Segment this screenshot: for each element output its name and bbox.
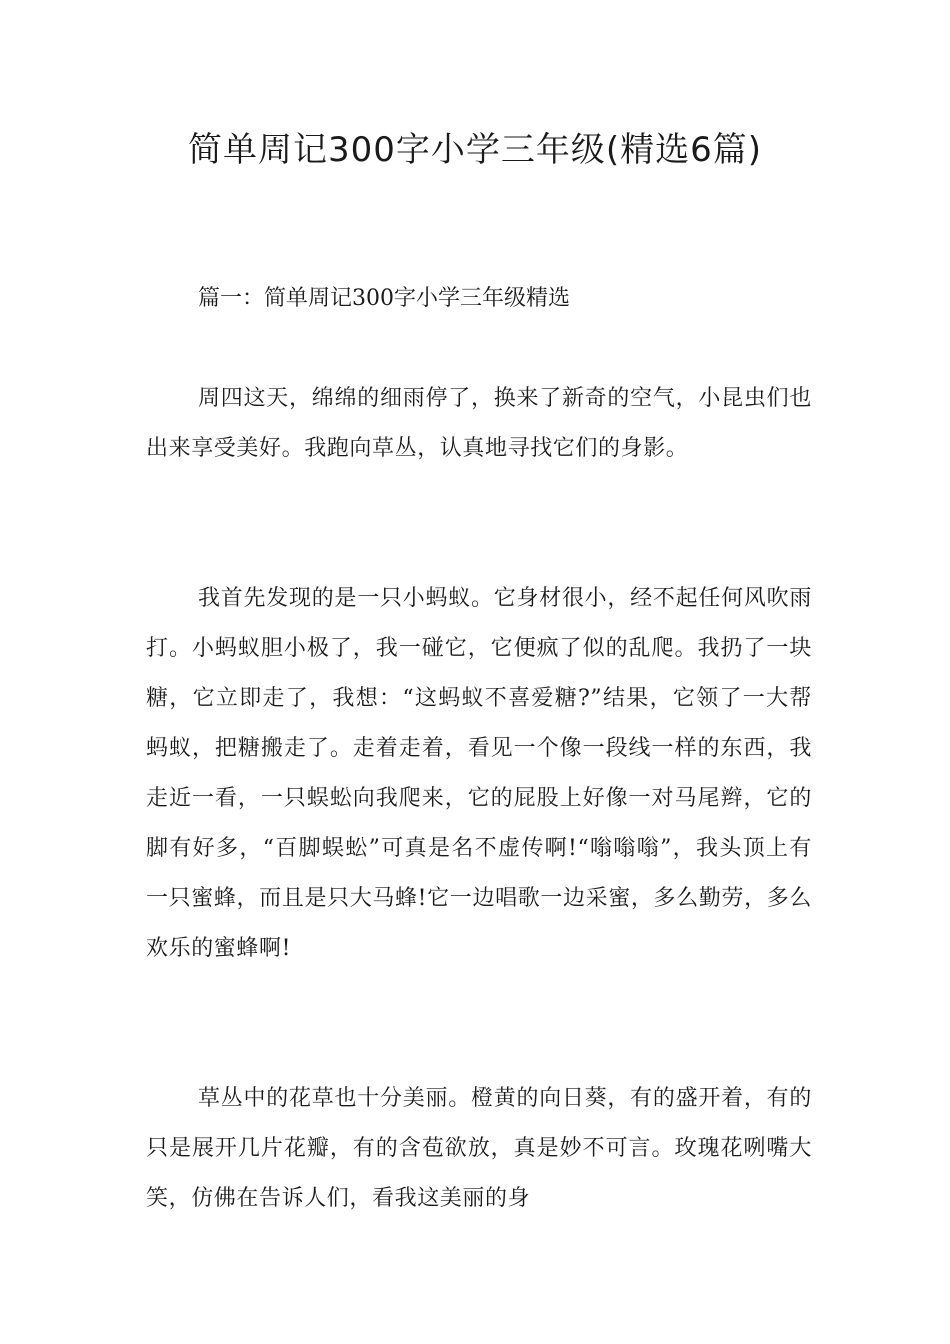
paragraph: 周四这天，绵绵的细雨停了，换来了新奇的空气，小昆虫们也出来享受美好。我跑向草丛，认真地寻找它们的身影。	[146, 386, 812, 461]
document-title: 简单周记300字小学三年级(精选6篇)	[187, 130, 763, 170]
paragraph: 我首先发现的是一只小蚂蚁。它身材很小，经不起任何风吹雨打。小蚂蚁胆小极了，我一碰它，它便疯了似的乱爬。我扔了一块糖，它立即走了，我想：“这蚂蚁不喜爱糖?”结果，它领了一大帮蚂蚁，把糖搬走了。走着走着，看见一个像一段线一样的东西，我走近一看，一只蜈蚣向我爬来，它的屁股上好像一对马尾辫，它的脚有好多，“百脚蜈蚣”可真是名不虚传啊!“嗡嗡嗡”，我头顶上有一只蜜蜂，而且是只大马蜂!它一边唱歌一边采蜜，多么勤劳，多么欢乐的蜜蜂啊!	[146, 586, 812, 961]
section-heading: 篇一：简单周记300字小学三年级精选	[198, 286, 570, 311]
paragraph: 草丛中的花草也十分美丽。橙黄的向日葵，有的盛开着，有的只是展开几片花瓣，有的含苞欲放，真是妙不可言。玫瑰花咧嘴大笑，仿佛在告诉人们，看我这美丽的身	[146, 1086, 812, 1211]
